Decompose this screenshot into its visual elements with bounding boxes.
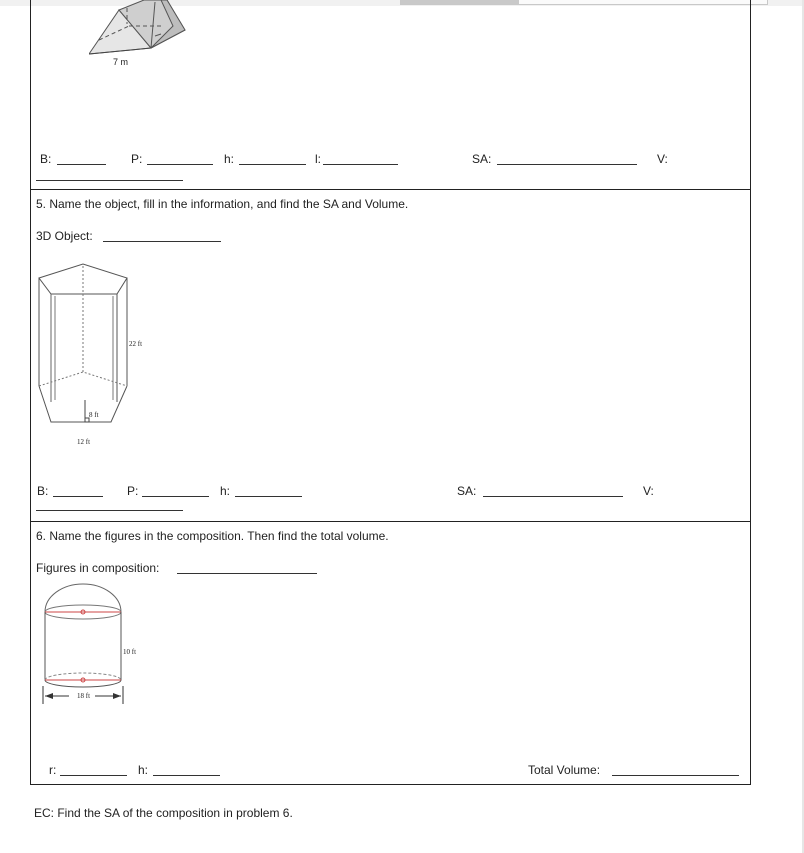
cylinder-hemisphere-figure (41, 580, 141, 710)
p5-sa-blank[interactable] (483, 496, 623, 497)
p5-question: 5. Name the object, fill in the information, and find the SA and Volume. (36, 197, 409, 211)
problem-4-box (30, 0, 751, 190)
extra-credit-text: EC: Find the SA of the composition in problem 6. (34, 806, 293, 820)
p5-v-blank[interactable] (36, 510, 183, 511)
problem-5-box (30, 190, 751, 522)
p5-p-label: P: (127, 484, 139, 498)
p4-sa-blank[interactable] (497, 164, 637, 165)
problem-6-box (30, 522, 751, 785)
p5-b-label: B: (37, 484, 49, 498)
p6-figures-blank[interactable] (177, 573, 317, 574)
pentagonal-prism-figure (37, 262, 133, 442)
p5-h-blank[interactable] (235, 496, 302, 497)
p6-width-label: 18 ft (77, 692, 91, 700)
p5-object-label: 3D Object: (36, 229, 93, 243)
p5-b-blank[interactable] (53, 496, 103, 497)
p4-p-label: P: (131, 152, 143, 166)
p6-question: 6. Name the figures in the composition. Then find the total volume. (36, 529, 389, 543)
p4-b-blank[interactable] (57, 164, 106, 165)
p4-l-blank[interactable] (323, 164, 398, 165)
p6-r-blank[interactable] (60, 775, 127, 776)
p4-h-blank[interactable] (239, 164, 306, 165)
p5-v-label: V: (643, 484, 654, 498)
p5-apothem-label: 8 ft (89, 411, 99, 419)
p4-p-blank[interactable] (147, 164, 213, 165)
p4-l-label: l: (315, 152, 321, 166)
pyramid-figure (89, 0, 199, 72)
p5-object-blank[interactable] (103, 241, 221, 242)
p6-total-label: Total Volume: (528, 763, 601, 777)
p5-p-blank[interactable] (142, 496, 209, 497)
p6-height-label: 10 ft (123, 648, 137, 656)
p6-figures-label: Figures in composition: (36, 561, 160, 575)
p5-sa-label: SA: (457, 484, 477, 498)
p5-height-label: 22 ft (129, 340, 143, 348)
p6-total-blank[interactable] (612, 775, 739, 776)
p5-side-label: 12 ft (77, 438, 91, 446)
p4-v-label: V: (657, 152, 668, 166)
p6-h-label: h: (138, 763, 149, 777)
p6-r-label: r: (49, 763, 57, 777)
p5-h-label: h: (220, 484, 231, 498)
p4-h-label: h: (224, 152, 235, 166)
p4-v-blank[interactable] (36, 180, 183, 181)
pyramid-base-label: 7 m (113, 57, 129, 67)
p6-h-blank[interactable] (153, 775, 220, 776)
p4-b-label: B: (40, 152, 52, 166)
p4-sa-label: SA: (472, 152, 492, 166)
